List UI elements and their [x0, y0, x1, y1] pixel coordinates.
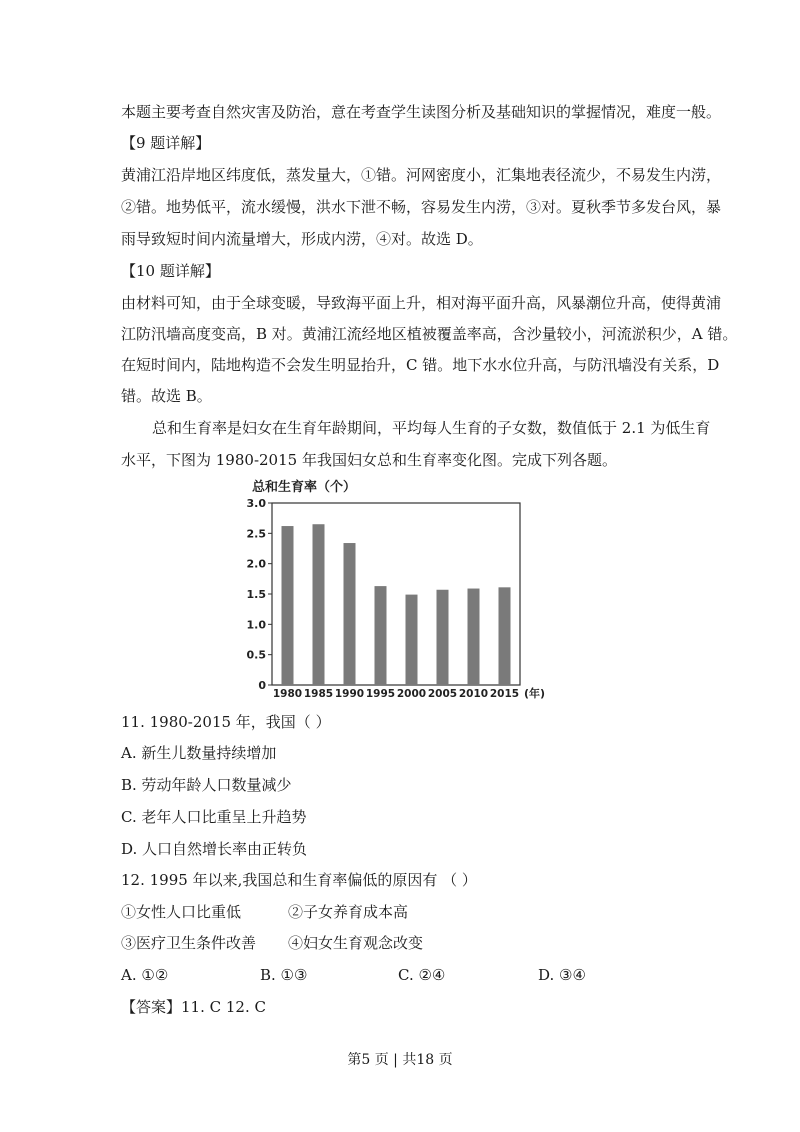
q12-stem: 12. 1995 年以来,我国总和生育率偏低的原因有 （ ） — [121, 871, 477, 889]
x-tick-label: 1995 — [365, 688, 396, 700]
q10-text-line: 由材料可知，由于全球变暖，导致海平面上升，相对海平面升高，风暴潮位升高，使得黄浦 — [121, 294, 722, 312]
plot-frame — [272, 503, 520, 685]
q11-stem: 11. 1980-2015 年，我国（ ） — [121, 713, 331, 731]
q10-text-line: 错。故选 B。 — [121, 387, 212, 405]
bar-2015 — [499, 587, 511, 685]
answer-line: 【答案】11. C 12. C — [121, 998, 266, 1016]
y-tick-label: 1.5 — [246, 588, 266, 601]
bar-1985 — [313, 524, 325, 685]
bar-1990 — [344, 543, 356, 685]
q10-text-line: 在短时间内，陆地构造不会发生明显抬升，C 错。地下水水位升高，与防汛墙没有关系，D — [121, 356, 720, 374]
y-tick-label: 2.0 — [246, 557, 266, 571]
x-tick-label: 1990 — [334, 688, 365, 700]
x-axis-unit: (年) — [524, 687, 546, 700]
q9-text-line: ②错。地势低平，流水缓慢，洪水下泄不畅，容易发生内涝，③对。夏秋季节多发台风，暴 — [121, 198, 722, 216]
q12-item: ④妇女生育观念改变 — [288, 934, 424, 952]
y-tick-label: 3.0 — [246, 497, 266, 510]
q11-option-a: A. 新生儿数量持续增加 — [121, 744, 277, 762]
fertility-rate-chart — [240, 475, 546, 700]
q12-option-c: C. ②④ — [398, 966, 446, 984]
x-tick-label: 2010 — [458, 688, 489, 700]
y-tick-label: 0 — [258, 679, 266, 692]
y-tick-label: 1.0 — [246, 618, 266, 632]
q12-option-d: D. ③④ — [538, 966, 586, 984]
q9-heading: 【9 题详解】 — [121, 134, 211, 152]
q11-option-b: B. 劳动年龄人口数量减少 — [121, 776, 292, 794]
bar-2000 — [406, 595, 418, 685]
bar-1995 — [375, 586, 387, 685]
q12-item: ①女性人口比重低 — [121, 903, 242, 921]
q9-text-line: 雨导致短时间内流量增大，形成内涝，④对。故选 D。 — [121, 230, 483, 248]
q12-option-a: A. ①② — [121, 966, 169, 984]
q12-option-b: B. ①③ — [260, 966, 308, 984]
bar-2010 — [468, 589, 480, 685]
q11-option-c: C. 老年人口比重呈上升趋势 — [121, 808, 307, 826]
chart-title: 总和生育率（个） — [252, 480, 357, 495]
y-tick-label: 2.5 — [246, 527, 266, 541]
bar-1980 — [282, 526, 294, 685]
x-tick-label: 1980 — [272, 688, 303, 700]
passage-line: 总和生育率是妇女在生育年龄期间，平均每人生育的子女数，数值低于 2.1 为低生育 — [152, 419, 711, 437]
x-tick-label: 1985 — [303, 688, 334, 700]
x-tick-label: 2000 — [396, 688, 427, 700]
intro-line: 本题主要考查自然灾害及防治，意在考查学生读图分析及基础知识的掌握情况，难度一般。 — [121, 103, 722, 121]
bar-2005 — [437, 590, 449, 685]
q12-item: ②子女养育成本高 — [288, 903, 409, 921]
q10-text-line: 江防汛墙高度变高，B 对。黄浦江流经地区植被覆盖率高，含沙量较小，河流淤积少，A 错。 — [121, 325, 738, 343]
y-tick-label: 0.5 — [246, 648, 266, 662]
page-footer: 第5 页 | 共18 页 — [347, 1052, 453, 1068]
q10-heading: 【10 题详解】 — [121, 262, 220, 280]
passage-line: 水平，下图为 1980-2015 年我国妇女总和生育率变化图。完成下列各题。 — [121, 451, 617, 469]
x-tick-label: 2005 — [427, 688, 458, 700]
q11-option-d: D. 人口自然增长率由正转负 — [121, 840, 308, 858]
q12-item: ③医疗卫生条件改善 — [121, 934, 257, 952]
q9-text-line: 黄浦江沿岸地区纬度低，蒸发量大，①错。河网密度小，汇集地表径流少，不易发生内涝， — [121, 166, 722, 184]
x-tick-label: 2015 — [489, 688, 520, 700]
